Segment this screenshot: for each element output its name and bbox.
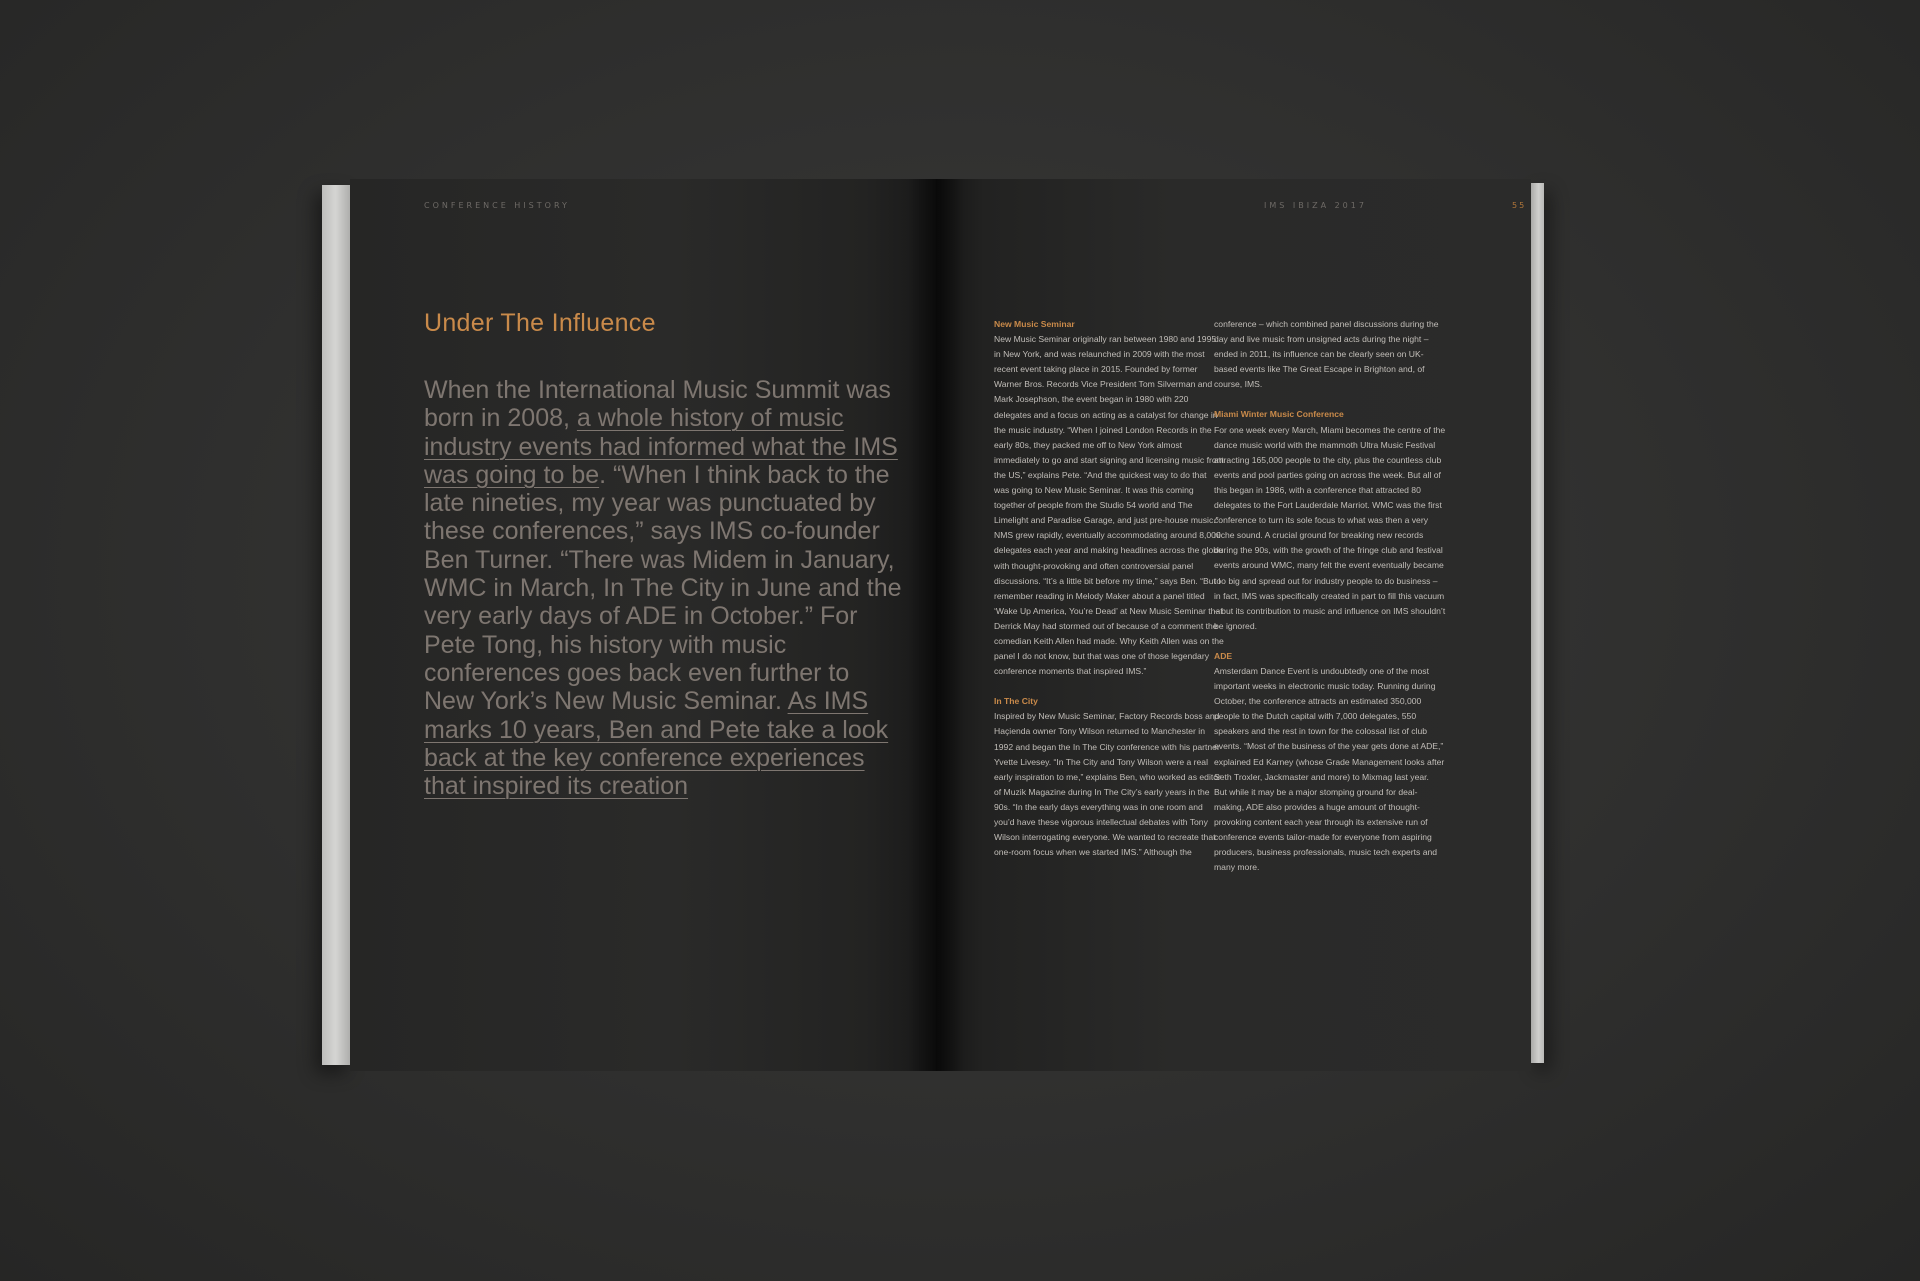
left-page [350, 179, 936, 1071]
page-number: 55 [1512, 201, 1527, 210]
standfirst-text-2: . “When I think back to the late nineties, my year was punctuated by these conferences,” says IMS co-founder Ben Turner. “There was Midem in January, WMC in March, In The City in June and the very early days of ADE in October.” For Pete Tong, his history with music conferences goes back even further to New York’s New Music Seminar. [424, 460, 902, 716]
section-title-miami-winter-music-conference: Miami Winter Music Conference [1214, 409, 1344, 420]
section-body-ade-2: But while it may be a major stomping ground for deal-making, ADE also provides a huge amount of thought-provoking content each year through its extensive run of conference events tailor-made for everyone from aspiring producers, business professionals, music tech experts and many more. [1214, 786, 1438, 873]
section-title-in-the-city: In The City [994, 696, 1038, 707]
body-column-1 [994, 317, 1224, 860]
standfirst-underlined-2: As IMS marks 10 years, Ben and Pete take a look back at the key conference experiences that inspired its creation [424, 687, 889, 801]
section-body-in-the-city-continued: conference – which combined panel discussions during the day and live music from unsigned acts during the night – ended in 2011, its influence can be clearly seen on UK-based events like The Great Escape in Brighton and, of course, IMS. [1214, 319, 1439, 390]
standfirst-underlined-1: a whole history of music industry events had informed what the IMS was going to be [424, 404, 898, 489]
running-head-right: IMS IBIZA 2017 [1264, 201, 1367, 210]
book-gutter [908, 179, 964, 1071]
open-magazine [322, 179, 1544, 1077]
section-body-miami-winter-music-conference: For one week every March, Miami becomes the centre of the dance music world with the mammoth Ultra Music Festival attracting 165,000 people to the city, plus the countless club events and pool parties going on across the week. But all of this began in 1986, with a conference that attracted 80 delegates to the Fort Lauderdale Marriot. WMC was the first conference to turn its sole focus to what was then a very niche sound. A crucial ground for breaking new records during the 90s, with the growth of the fringe club and festival events around WMC, many felt the event eventually became too big and spread out for industry people to do business – in fact, IMS was specifically created in part to fill this vacuum – but its contribution to music and influence on IMS shouldn’t be ignored. [1214, 424, 1446, 631]
right-page [936, 179, 1531, 1071]
section-body-in-the-city: Inspired by New Music Seminar, Factory Records boss and Haçienda owner Tony Wilson returned to Manchester in 1992 and began the In The City conference with his partner Yvette Livesey. “In The City and Tony Wilson were a real early inspiration to me,” explains Ben, who worked as editor of Muzik Magazine during In The City’s early years in the 90s. “In the early days everything was in one room and you’d have these vigorous intellectual debates with Tony Wilson interrogating everyone. We wanted to recreate that one-room focus when we started IMS.” Although the [994, 711, 1221, 858]
standfirst [424, 376, 904, 800]
section-title-ade: ADE [1214, 650, 1233, 661]
article-headline: Under The Influence [424, 309, 656, 337]
running-head-left: CONFERENCE HISTORY [424, 201, 570, 210]
standfirst-text-1: When the International Music Summit was born in 2008, [424, 376, 891, 433]
section-body-new-music-seminar: New Music Seminar originally ran between 1980 and 1995 in New York, and was relaunched in 2009 with the most recent event taking place in 2015. Founded by former Warner Bros. Records Vice President Tom Silverman and Mark Josephson, the event began in 1980 with 220 delegates and a focus on acting as a catalyst for change in the music industry. “When I joined London Records in the early 80s, they packed me off to New York almost immediately to go and start signing and licensing music from the US,” explains Pete. “And the quickest way to do that was going to New Music Seminar. It was this coming together of people from the Studio 54 world and The Limelight and Paradise Garage, and just pre-house music.” NMS grew rapidly, eventually accommodating around 8,000 delegates each year and making headlines across the globe with thought-provoking and often controversial panel discussions. “It’s a little bit before my time,” says Ben. “But I remember reading in Melody Maker about a panel titled ‘Wake Up America, You’re Dead’ at New Music Seminar that Derrick May had stormed out of because of a comment the comedian Keith Allen had made. Why Keith Allen was on the panel I do not know, but that was one of those legendary conference moments that inspired IMS.” [994, 334, 1224, 677]
section-title-new-music-seminar: New Music Seminar [994, 319, 1075, 329]
page-stack-right [1530, 183, 1544, 1063]
section-body-ade: Amsterdam Dance Event is undoubtedly one of the most important weeks in electronic music today. Running during October, the conference attracts an estimated 350,000 people to the Dutch capital with 7,000 delegates, 550 speakers and the rest in town for the colossal list of club events. “Most of the business of the year gets done at ADE,” explained Ed Karney (whose Grade Management looks after Seth Troxler, Jackmaster and more) to Mixmag last year. [1214, 665, 1445, 782]
page-stack-left [322, 185, 352, 1065]
body-column-2 [1214, 317, 1446, 875]
